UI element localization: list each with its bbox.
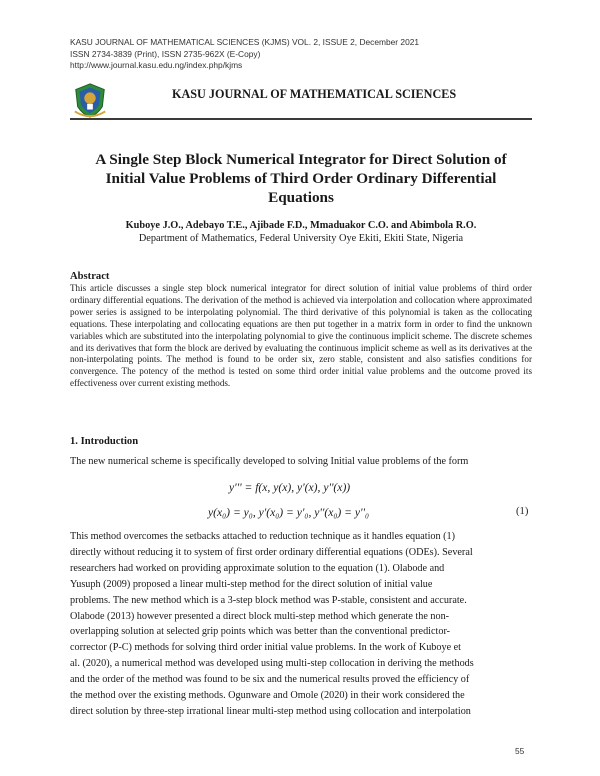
- body-line: corrector (P-C) methods for solving third order initial value problems. In the work of Kuboye et: [70, 642, 461, 654]
- journal-header-meta: [70, 37, 419, 72]
- body-line: This method overcomes the setbacks attached to reduction technique as it handles equation (1): [70, 531, 456, 542]
- body-line: overlapping solution at selected grip points which was better than the conventional predictor-: [70, 626, 451, 638]
- abstract-text: This article discusses a single step block numerical integrator for direct solution of initial value problems of third order ordinary differential equations. The derivation of the method is achieved via interpolation and collocation where approximated power series is assigned to be interpolating polynomial. The third derivative of this polynomial is taken as the collocating equations. These interpolating and collocating equations are then put together in a matrix form in order to find the unknown variables which are substituted into the interpolating polynomial to give the continuous implicit scheme. The discrete schemes and its derivatives that form the block are derived by evaluating the continuous implicit scheme as well as its derivatives at the non-interpolating points. The method is found to be order six, zero stable, consistent and also satisfies conditions for convergence. The potency of the method is tested on some third order initial value problems and the outcome proved its effectiveness over current existing methods.: [70, 283, 532, 389]
- body-line: problems. The new method which is a 3-step block method was P-stable, consistent and accurate.: [70, 594, 467, 606]
- abstract-heading: Abstract: [70, 271, 110, 282]
- issn-line: ISSN 2734-3839 (Print), ISSN 2735-962X (E-Copy): [70, 48, 261, 59]
- body-line: direct solution by three-step irrational linear multi-step method using collocation and interpolation: [70, 705, 471, 717]
- paper-title: [70, 150, 532, 207]
- journal-banner: [70, 80, 532, 120]
- body-line: researchers had worked on providing approximate solution to the equation (1). Olabode and: [70, 562, 445, 574]
- title-line: Equations: [268, 189, 334, 206]
- author-list: Kuboye J.O., Adebayo T.E., Ajibade F.D., Mmaduakor C.O. and Abimbola R.O.: [125, 220, 477, 231]
- journal-url[interactable]: http://www.journal.kasu.edu.ng/index.php/kjms: [70, 60, 243, 70]
- body-line: Yusuph (2009) proposed a linear multi-step method for the direct solution of initial value: [70, 578, 433, 590]
- journal-volume-line: KASU JOURNAL OF MATHEMATICAL SCIENCES (KJMS) VOL. 2, ISSUE 2, December 2021: [70, 37, 420, 47]
- body-line: and the order of the method was found to be six and the numerical results proved the efficiency of: [70, 674, 470, 686]
- intro-lead-paragraph: The new numerical scheme is specifically developed to solving Initial value problems of the form: [70, 456, 469, 467]
- page-number: 55: [515, 746, 525, 756]
- university-crest-icon: [71, 81, 109, 119]
- body-line: Olabode (2013) however presented a direct block multi-step method which generate the non-: [70, 610, 450, 622]
- body-line: al. (2020), a numerical method was developed using multi-step collocation in deriving the methods: [70, 658, 474, 670]
- journal-name: KASU JOURNAL OF MATHEMATICAL SCIENCES: [172, 87, 457, 101]
- body-line: the method over the existing methods. Ogunware and Omole (2020) in their work considered the: [70, 690, 465, 702]
- equation-ode: y''' = f(x, y(x), y'(x), y''(x)): [229, 481, 351, 494]
- equation-initial-conditions: y(x₀) = y₀, y'(x₀) = y'₀, y''(x₀) = y''₀: [208, 506, 369, 519]
- equation-number: (1): [516, 506, 529, 517]
- title-line: A Single Step Block Numerical Integrator for Direct Solution of: [95, 151, 507, 168]
- intro-body: [70, 529, 532, 720]
- affiliation: Department of Mathematics, Federal University Oye Ekiti, Ekiti State, Nigeria: [138, 233, 464, 244]
- section-heading: 1. Introduction: [70, 436, 139, 447]
- title-line: Initial Value Problems of Third Order Ordinary Differential: [105, 170, 497, 187]
- body-line: directly without reducing it to system of first order ordinary differential equations (ODEs). Several: [70, 546, 473, 558]
